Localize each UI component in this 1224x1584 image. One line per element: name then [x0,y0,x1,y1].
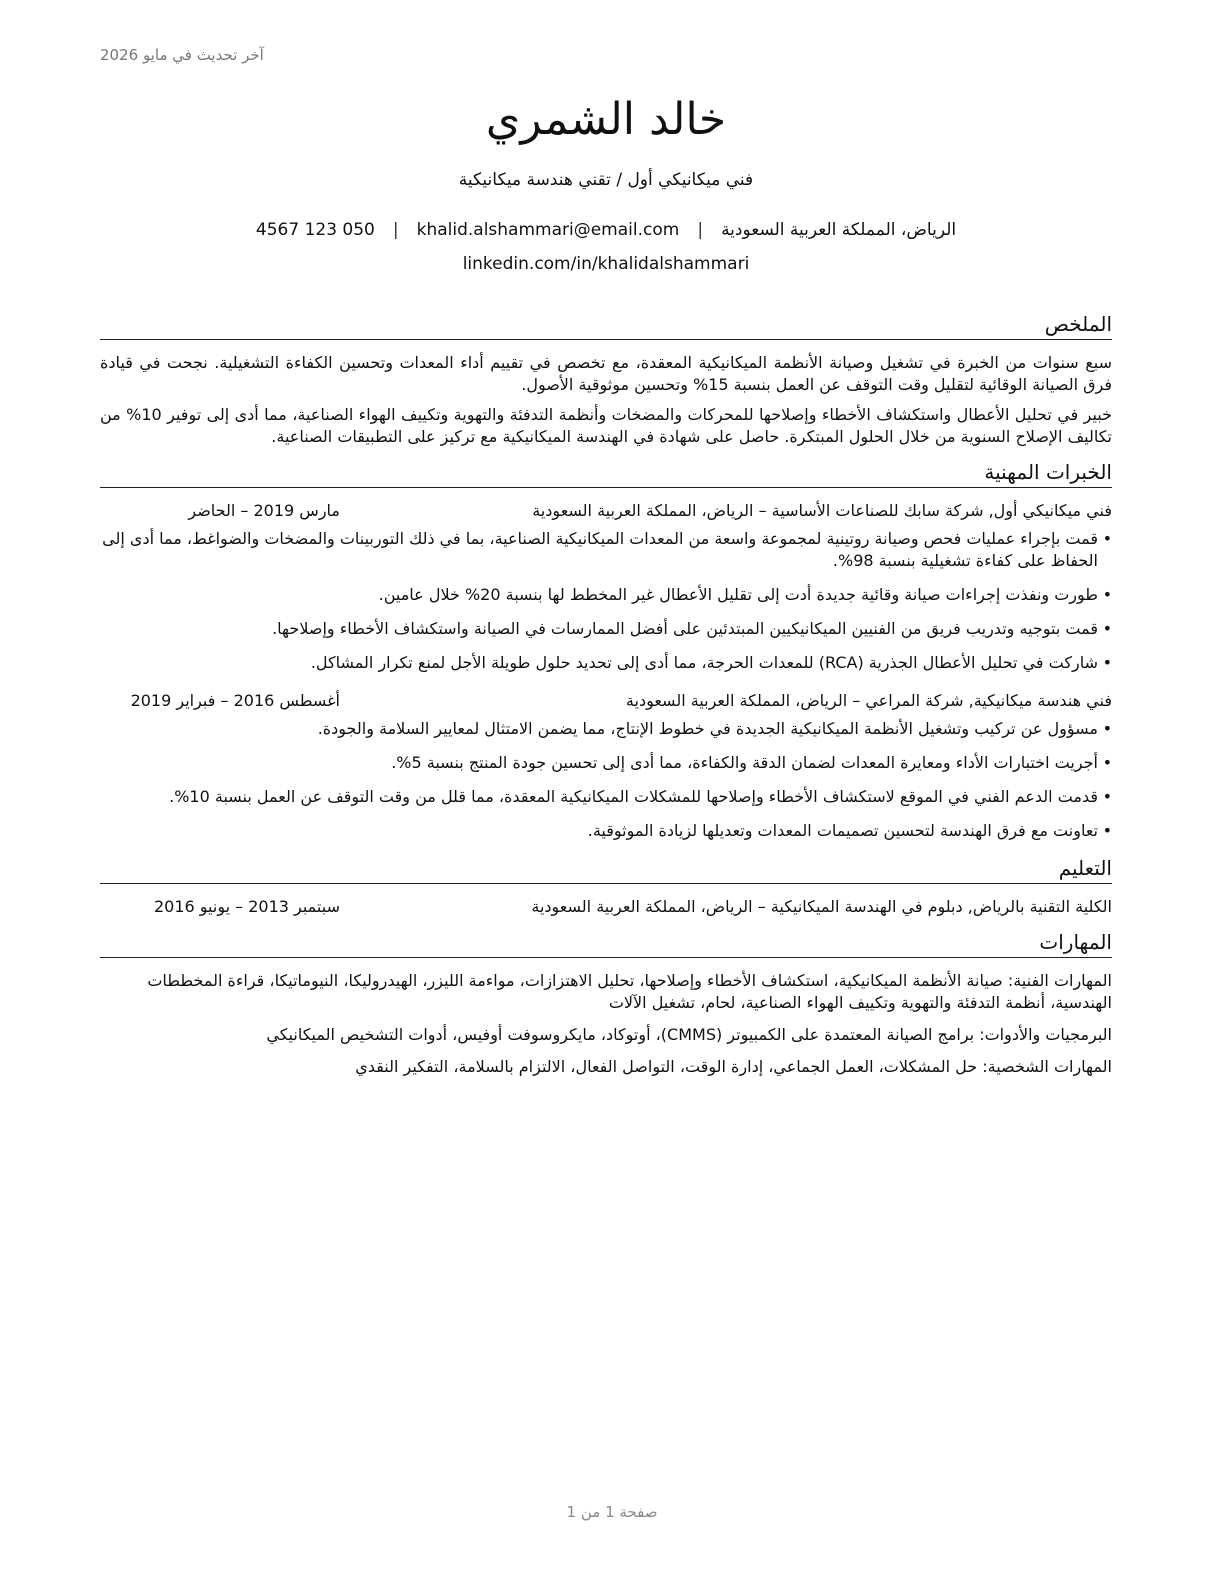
job-title-company: فني ميكانيكي أول, شركة سابك للصناعات الأساسية – الرياض، المملكة العربية السعودية [532,501,1112,520]
skills-section [100,928,1112,1078]
section-heading-summary: الملخص [100,310,1112,340]
contact-email[interactable]: khalid.alshammari@email.com [416,220,680,240]
skills-technical: المهارات الفنية: صيانة الأنظمة الميكانيكية، استكشاف الأخطاء وإصلاحها، تحليل الاهتزازات، مواءمة الليزر، الهيدروليكا، النيوماتيكا، قراءة المخططات الهندسية، أنظمة التدفئة والتهوية وتكييف الهواء الصناعية، لحام، تشغيل الآلات [147,971,1112,1012]
contact-location: الرياض، المملكة العربية السعودية [721,220,957,240]
job-bullets [100,718,1112,842]
job-bullet: • أجريت اختبارات الأداء ومعايرة المعدات لضمان الدقة والكفاءة، مما أدى إلى تحسين جودة المنتج بنسبة 5%. [100,752,1112,774]
job-bullet: • طورت ونفذت إجراءات صيانة وقائية جديدة أدت إلى تقليل الأعطال غير المخطط لها بنسبة 20% خلال عامين. [100,584,1112,606]
page-number: صفحة 1 من 1 [566,1503,658,1521]
resume-body [100,310,1112,1088]
linkedin-link[interactable]: linkedin.com/in/khalidalshammari [462,254,750,274]
education-entry [100,896,1112,918]
job-header [100,690,1112,712]
job-dates: مارس 2019 – الحاضر [188,501,340,520]
job-bullets [100,528,1112,674]
experience-section [100,458,1112,842]
contact-line [100,218,1112,242]
summary-paragraph: خبير في تحليل الأعطال واستكشاف الأخطاء وإصلاحها للمحركات والمضخات وأنظمة التدفئة والتهوية وتكييف الهواء الصناعية، مما أدى إلى توفير 10% من تكاليف الإصلاح السنوية من خلال الحلول المبتكرة. حاصل على شهادة في الهندسة الميكانيكية مع تركيز على التطبيقات الصناعية. [100,405,1113,446]
section-heading-skills: المهارات [100,928,1112,958]
summary-section [100,310,1112,448]
contact-phone[interactable]: 050 123 4567 [255,220,375,240]
resume-header [100,92,1112,276]
job-title-company: فني هندسة ميكانيكية, شركة المراعي – الرياض، المملكة العربية السعودية [625,691,1112,710]
contact-separator: | [392,220,399,240]
education-section [100,854,1112,918]
education-institution-degree: الكلية التقنية بالرياض, دبلوم في الهندسة الميكانيكية – الرياض، المملكة العربية السعودية [531,897,1112,916]
contact-separator: | [697,220,704,240]
job-bullet: • مسؤول عن تركيب وتشغيل الأنظمة الميكانيكية الجديدة في خطوط الإنتاج، مما يضمن الامتثال لمعايير السلامة والجودة. [100,718,1112,740]
candidate-title: فني ميكانيكي أول / تقني هندسة ميكانيكية [458,170,754,190]
job-dates: أغسطس 2016 – فبراير 2019 [130,691,340,710]
job-entry [100,500,1112,674]
summary-paragraph: سبع سنوات من الخبرة في تشغيل وصيانة الأنظمة الميكانيكية المعقدة، مع تخصص في تقييم أداء المعدات وتحسين الكفاءة التشغيلية. نجحت في قيادة فرق الصيانة الوقائية لتقليل وقت التوقف عن العمل بنسبة 15% وتحسين موثوقية الأصول. [100,353,1112,394]
skills-software: البرمجيات والأدوات: برامج الصيانة المعتمدة على الكمبيوتر (CMMS)، أوتوكاد، مايكروسوفت أوفيس، أدوات التشخيص الميكانيكي [266,1025,1112,1044]
skills-soft: المهارات الشخصية: حل المشكلات، العمل الجماعي، إدارة الوقت، التواصل الفعال، الالتزام بالسلامة، التفكير النقدي [355,1057,1112,1076]
job-bullet: • قدمت الدعم الفني في الموقع لاستكشاف الأخطاء وإصلاحها للمشكلات الميكانيكية المعقدة، مما قلل من وقت التوقف عن العمل بنسبة 10%. [100,786,1112,808]
education-dates: سبتمبر 2013 – يونيو 2016 [153,897,340,916]
candidate-name: خالد الشمري [485,94,727,145]
job-bullet: • تعاونت مع فرق الهندسة لتحسين تصميمات المعدات وتعديلها لزيادة الموثوقية. [100,820,1112,842]
job-bullet: • شاركت في تحليل الأعطال الجذرية (RCA) للمعدات الحرجة، مما أدى إلى تحديد حلول طويلة الأجل لمنع تكرار المشاكل. [100,652,1112,674]
job-entry [100,690,1112,842]
job-bullet: • قمت بتوجيه وتدريب فريق من الفنيين الميكانيكيين المبتدئين على أفضل الممارسات في الصيانة واستكشاف الأخطاء وإصلاحها. [100,618,1112,640]
section-heading-experience: الخبرات المهنية [100,458,1112,488]
last-updated-note: آخر تحديث في مايو 2026 [100,46,264,64]
job-header [100,500,1112,522]
job-bullet: • قمت بإجراء عمليات فحص وصيانة روتينية لمجموعة واسعة من المعدات الميكانيكية الصناعية، بما في ذلك التوربينات والمضخات والضواغط، مما أدى إلى الحفاظ على كفاءة تشغيلية بنسبة 98%. [100,528,1112,572]
section-heading-education: التعليم [100,854,1112,884]
